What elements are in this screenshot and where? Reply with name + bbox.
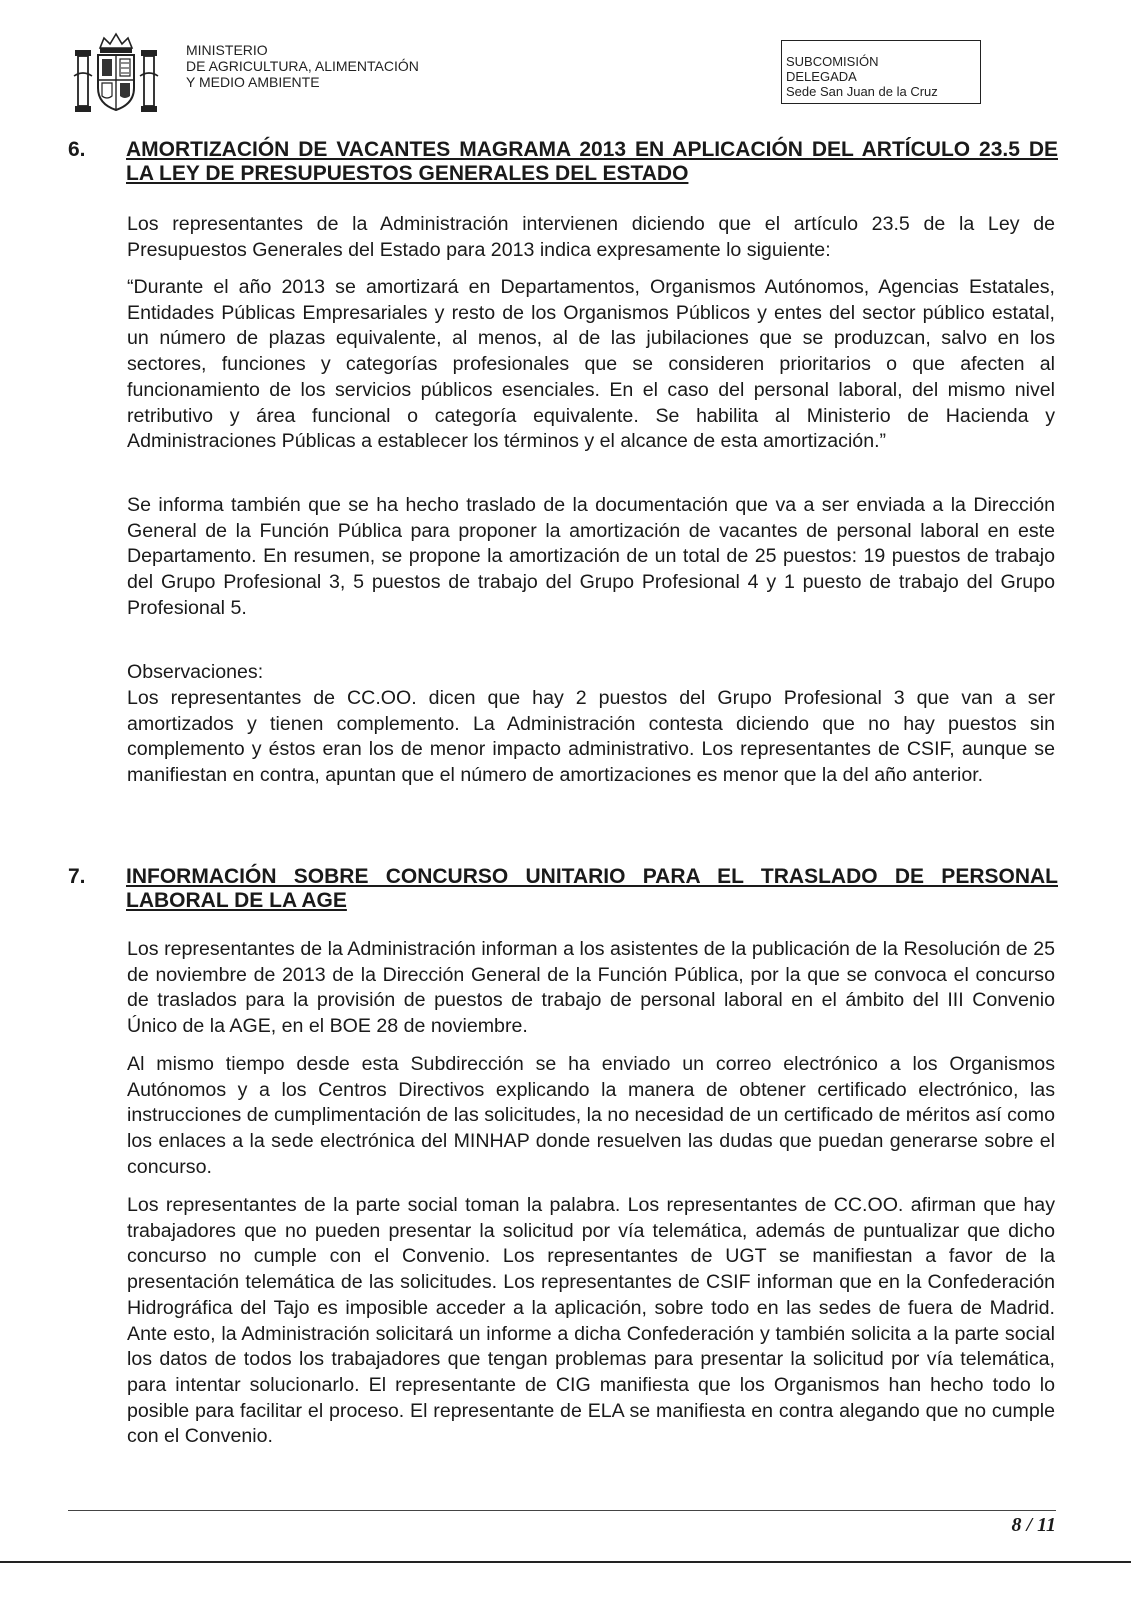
section-6-title: AMORTIZACIÓN DE VACANTES MAGRAMA 2013 EN APLICACIÓN DEL ARTÍCULO 23.5 DE LA LEY DE PRESUPUESTOS GENERALES DEL ESTADO bbox=[126, 138, 1058, 185]
section-7-title: INFORMACIÓN SOBRE CONCURSO UNITARIO PARA EL TRASLADO DE PERSONAL LABORAL DE LA AGE bbox=[126, 865, 1058, 912]
subcommission-line-2: DELEGADA bbox=[786, 69, 857, 84]
subcommission-box bbox=[781, 40, 981, 104]
section-6-quote-paragraph: “Durante el año 2013 se amortizará en Departamentos, Organismos Autónomos, Agencias Estatales, Entidades Públicas Empresariales y resto de los Organismos Públicos y entes del sector público estatal, un número de plazas equivalente, al menos, al de las jubilaciones que se produzcan, salvo en los sectores, funciones y categorías profesionales que se consideren prioritarios o que afecten al funcionamiento de los servicios públicos esenciales. En el caso del personal laboral, del mismo nivel retributivo y área funcional o categoría equivalente. Se habilita al Ministerio de Hacienda y Administraciones Públicas a establecer los términos y el alcance de esta amortización.” bbox=[127, 276, 1055, 453]
coat-of-arms-emblem bbox=[70, 30, 162, 122]
ministry-line-3: Y MEDIO AMBIENTE bbox=[186, 74, 320, 90]
section-7-number: 7. bbox=[68, 865, 86, 888]
ministry-name bbox=[186, 42, 419, 90]
subcommission-line-1: SUBCOMISIÓN bbox=[786, 54, 879, 69]
section-7-paragraph-3: Los representantes de la parte social toman la palabra. Los representantes de CC.OO. afirman que hay trabajadores que no pueden presentar la solicitud por vía telemática, además de puntualizar que dicho concurso no cumple con el Convenio. Los representantes de UGT se manifiestan a favor de la presentación telemática de las solicitudes. Los representantes de CSIF informan que en la Confederación Hidrográfica del Tajo es imposible acceder a la aplicación, sobre todo en las sedes de fuera de Madrid. Ante esto, la Administración solicitará un informe a dicha Confederación y también solicita a la parte social los datos de todos los trabajadores que tengan problemas para presentar la solicitud por vía telemática, para intentar solucionarlo. El representante de CIG manifiesta que los Organismos han hecho todo lo posible para facilitar el proceso. El representante de ELA se manifiesta en contra alegando que no cumple con el Convenio. bbox=[127, 1194, 1055, 1448]
ministry-line-2: DE AGRICULTURA, ALIMENTACIÓN bbox=[186, 58, 419, 74]
section-7-paragraph-2: Al mismo tiempo desde esta Subdirección se ha enviado un correo electrónico a los Organismos Autónomos y a los Centros Directivos explicando la manera de obtener certificado electrónico, las instrucciones de cumplimentación de las solicitudes, la no necesidad de un certificado de méritos así como los enlaces a la sede electrónica del MINHAP donde resuelven las dudas que puedan generarse sobre el concurso. bbox=[127, 1053, 1055, 1178]
bottom-rule bbox=[0, 1561, 1131, 1563]
ministry-line-1: MINISTERIO bbox=[186, 42, 268, 58]
section-6-observations-paragraph: Los representantes de CC.OO. dicen que hay 2 puestos del Grupo Profesional 3 que van a ser amortizados y tienen complemento. La Administración contesta diciendo que no hay puestos sin complemento y éstos eran los de menor impacto administrativo. Los representantes de CSIF, aunque se manifiestan en contra, apuntan que el número de amortizaciones es menor que la del año anterior. bbox=[127, 687, 1055, 787]
subcommission-line-3: Sede San Juan de la Cruz bbox=[786, 84, 938, 99]
section-6-paragraph-1: Los representantes de la Administración intervienen diciendo que el artículo 23.5 de la Ley de Presupuestos Generales del Estado para 2013 indica expresamente lo siguiente: bbox=[127, 213, 1055, 261]
section-6-paragraph-3: Se informa también que se ha hecho traslado de la documentación que va a ser enviada a la Dirección General de la Función Pública para proponer la amortización de vacantes de personal laboral en este Departamento. En resumen, se propone la amortización de un total de 25 puestos: 19 puestos de trabajo del Grupo Profesional 3, 5 puestos de trabajo del Grupo Profesional 4 y 1 puesto de trabajo del Grupo Profesional 5. bbox=[127, 494, 1055, 619]
section-6-number: 6. bbox=[68, 138, 86, 161]
observations-label: Observaciones: bbox=[127, 661, 264, 683]
footer-rule bbox=[68, 1510, 1056, 1511]
section-7-paragraph-1: Los representantes de la Administración informan a los asistentes de la publicación de la Resolución de 25 de noviembre de 2013 de la Dirección General de la Función Pública, por la que se convoca el concurso de traslados para la provisión de puestos de trabajo de personal laboral en el ámbito del III Convenio Único de la AGE, en el BOE 28 de noviembre. bbox=[127, 938, 1055, 1038]
page-number: 8 / 11 bbox=[1011, 1514, 1056, 1536]
